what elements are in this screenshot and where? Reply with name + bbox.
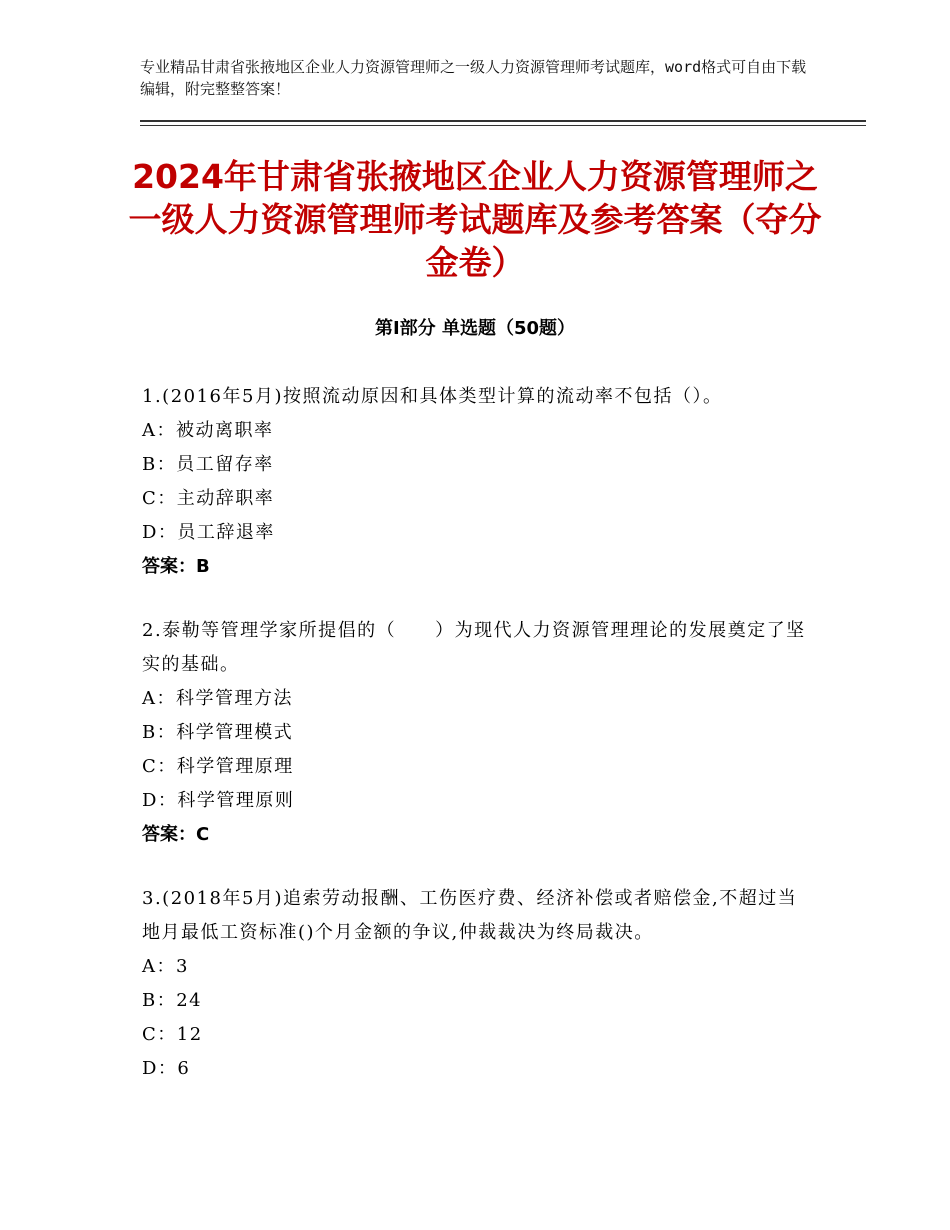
option-b: B：24	[142, 990, 203, 1011]
option-a: A：科学管理方法	[142, 688, 293, 709]
option-b: B：科学管理模式	[142, 722, 294, 743]
answer-label: 答案：C	[142, 824, 210, 845]
option-a: A：3	[142, 956, 189, 977]
question-2	[142, 614, 812, 852]
option-b: B：员工留存率	[142, 454, 274, 475]
document-title: 2024年甘肃省张掖地区企业人力资源管理师之一级人力资源管理师考试题库及参考答案（夺分金卷）	[128, 157, 822, 282]
option-d: D：员工辞退率	[142, 522, 275, 543]
header-divider	[140, 120, 866, 122]
section-heading: 第Ⅰ部分 单选题（50题）	[374, 318, 575, 339]
answer-label: 答案：B	[142, 556, 210, 577]
option-d: D：6	[142, 1058, 191, 1079]
question-text: 3.(2018年5月)追索劳动报酬、工伤医疗费、经济补偿或者赔偿金,不超过当地月最低工资标准()个月金额的争议,仲裁裁决为终局裁决。	[142, 888, 798, 943]
option-c: C：主动辞职率	[142, 488, 275, 509]
option-d: D：科学管理原则	[142, 790, 295, 811]
question-1	[142, 380, 812, 584]
header-note: 专业精品甘肃省张掖地区企业人力资源管理师之一级人力资源管理师考试题库，word格式可自由下载编辑，附完整整答案！	[140, 58, 807, 98]
question-list	[142, 380, 812, 1116]
option-c: C：12	[142, 1024, 203, 1045]
question-3	[142, 882, 812, 1086]
header-divider-thin	[140, 125, 866, 126]
question-text: 1.(2016年5月)按照流动原因和具体类型计算的流动率不包括（）。	[142, 386, 723, 407]
question-text: 2.泰勒等管理学家所提倡的（ ）为现代人力资源管理理论的发展奠定了坚实的基础。	[142, 620, 806, 675]
option-a: A：被动离职率	[142, 420, 274, 441]
option-c: C：科学管理原理	[142, 756, 294, 777]
